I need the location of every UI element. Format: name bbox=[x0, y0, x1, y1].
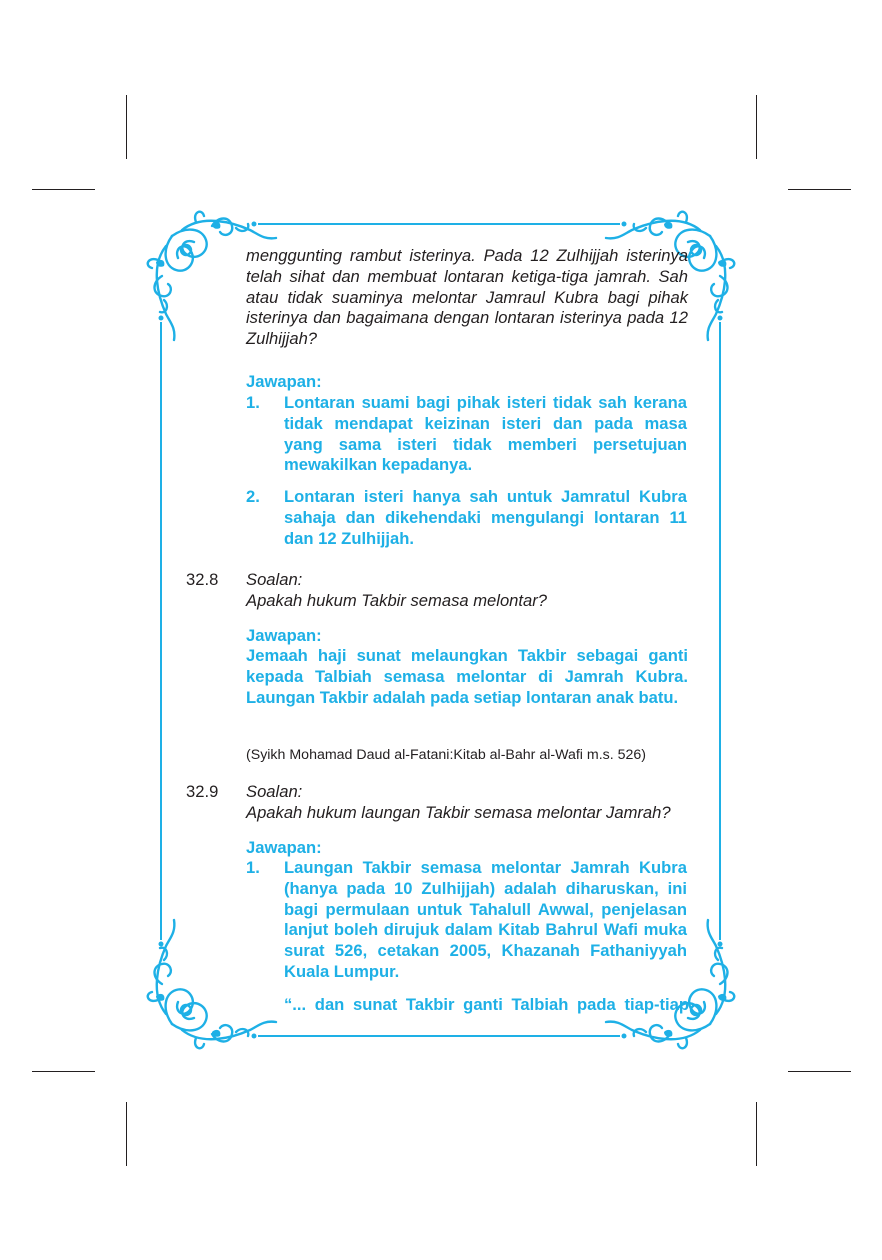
answer-item-text: Laungan Takbir semasa melontar Jamrah Kubra (hanya pada 10 Zulhijjah) adalah diharuskan, ini bagi permulaan untuk Tahalull Awwal, penjelasan lanjut boleh dirujuk dalam Kitab Bahrul Wafi muka surat 526, cetakan 2005, Khazanah Fathaniyyah Kuala Lumpur. bbox=[284, 858, 687, 981]
question-label: Soalan: bbox=[246, 570, 303, 589]
question-label: Soalan: bbox=[246, 782, 303, 801]
answer-heading: Jawapan: bbox=[246, 626, 322, 645]
answer-text: Jemaah haji sunat melaungkan Takbir sebagai ganti kepada Talbiah semasa melontar di Jamrah Kubra. Laungan Takbir adalah pada setiap lontaran anak batu. bbox=[246, 646, 688, 707]
question-text: Apakah hukum Takbir semasa melontar? bbox=[246, 591, 547, 610]
reference-citation: (Syikh Mohamad Daud al-Fatani:Kitab al-Bahr al-Wafi m.s. 526) bbox=[246, 747, 647, 763]
answer-item-number: 2. bbox=[246, 487, 260, 506]
answer-heading: Jawapan: bbox=[246, 372, 322, 391]
quote-text: “... dan sunat Takbir ganti Talbiah pada tiap-tiap bbox=[284, 995, 689, 1014]
answer-item-text: Lontaran isteri hanya sah untuk Jamratul Kubra sahaja dan dikehendaki mengulangi lontaran 11 dan 12 Zulhijjah. bbox=[284, 487, 687, 548]
answer-item-number: 1. bbox=[246, 393, 260, 412]
question-number: 32.9 bbox=[186, 782, 219, 801]
question-continuation-text: menggunting rambut isterinya. Pada 12 Zulhijjah isterinya telah sihat dan membuat lontaran ketiga-tiga jamrah. Sah atau tidak suaminya melontar Jamraul Kubra bagi pihak isterinya dan bagaimana dengan lontaran isterinya pada 12 Zulhijjah? bbox=[246, 246, 688, 349]
question-number: 32.8 bbox=[186, 570, 219, 589]
question-text: Apakah hukum laungan Takbir semasa melontar Jamrah? bbox=[246, 803, 671, 822]
answer-item-text: Lontaran suami bagi pihak isteri tidak sah kerana tidak mendapat keizinan isteri dan pada masa yang sama isteri tidak memberi persetujuan mewakilkan kepadanya. bbox=[284, 393, 687, 475]
answer-heading: Jawapan: bbox=[246, 838, 322, 857]
answer-item-number: 1. bbox=[246, 858, 260, 877]
